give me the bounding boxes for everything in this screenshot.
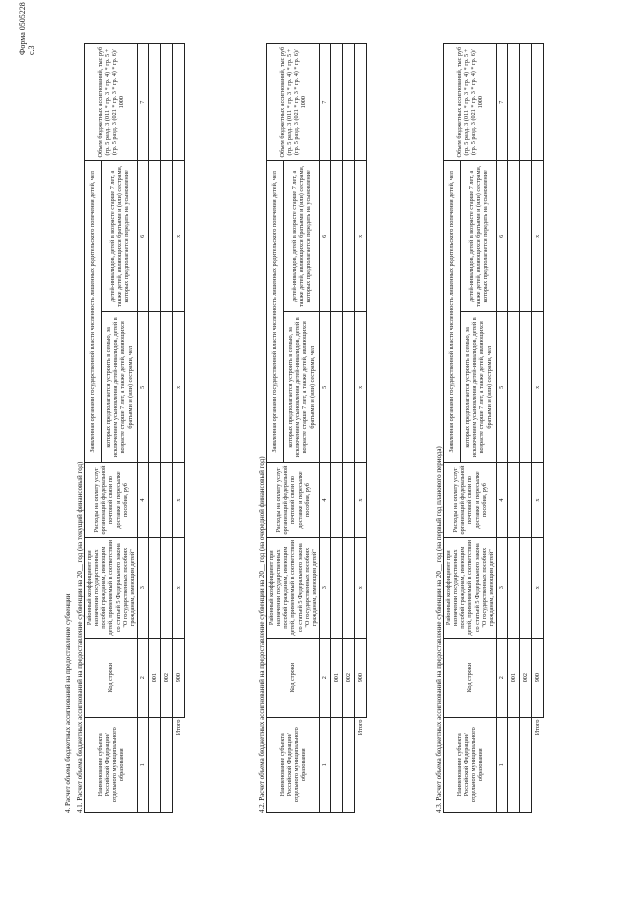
col-number: 4 bbox=[137, 463, 148, 537]
col-number: 5 bbox=[137, 312, 148, 463]
subsection-title-4-2: 4.2. Расчет объема бюджетных ассигнований на предоставление субвенции на 20__ год (на очередной финансовый год) bbox=[258, 456, 266, 813]
total-code: 900 bbox=[354, 638, 366, 717]
cell-x: x bbox=[172, 312, 184, 463]
cell bbox=[519, 312, 531, 463]
total-row bbox=[172, 44, 184, 813]
header-budget-volume: Объем бюджетных ассигнований, тыс руб (гр. 5 разд. 3 (011 * гр. 3 * гр. 4) * гр. 5 + (гр. 5 разд. 3 (021 * гр. 3 * гр. 4) * гр. 6)/ 1000 bbox=[85, 44, 138, 161]
header-family-placement: которых предполагается устроить в семью, за исключением усыновления детей-инвалидов, детей в возрасте старше 7 лет, а также детей, являющихся братьями и (или) сестрами, чел bbox=[461, 312, 497, 463]
cell-code: 002 bbox=[342, 638, 354, 717]
table-row bbox=[342, 44, 354, 813]
col-number: 5 bbox=[319, 312, 330, 463]
header-adoption: детей-инвалидов, детей в возрасте старше 7 лет, а также детей, являющихся братьями и (или) сестрами, которых предполагается передать на усыновление bbox=[284, 161, 320, 312]
cell bbox=[148, 537, 160, 638]
col-number: 6 bbox=[137, 161, 148, 312]
budget-table-4-3 bbox=[443, 43, 544, 813]
cell-code: 001 bbox=[330, 638, 342, 717]
header-expenses: Расходы на оплату услуг организаций федеральной почтовой связи по доставке и пересылке пособия, руб bbox=[85, 463, 138, 537]
form-code: Форма 0505228 с.3 bbox=[18, 2, 36, 55]
cell bbox=[507, 537, 519, 638]
table-row bbox=[330, 44, 342, 813]
cell-x: x bbox=[531, 312, 543, 463]
cell-code: 001 bbox=[148, 638, 160, 717]
col-number: 3 bbox=[496, 537, 507, 638]
cell-code: 002 bbox=[160, 638, 172, 717]
total-label: Итого bbox=[531, 717, 543, 812]
cell bbox=[507, 463, 519, 537]
total-label: Итого bbox=[354, 717, 366, 812]
header-name: Наименование субъекта Российской Федерации/ отдельного муниципального образования bbox=[267, 717, 320, 812]
cell-name bbox=[342, 717, 354, 812]
col-number: 3 bbox=[137, 537, 148, 638]
cell-x: x bbox=[172, 463, 184, 537]
header-adoption: детей-инвалидов, детей в возрасте старше 7 лет, а также детей, являющихся братьями и (или) сестрами, которых предполагается передать на усыновление bbox=[461, 161, 497, 312]
col-number: 2 bbox=[137, 638, 148, 717]
col-number: 4 bbox=[496, 463, 507, 537]
table-header-row bbox=[444, 44, 461, 813]
cell bbox=[519, 161, 531, 312]
col-number: 6 bbox=[319, 161, 330, 312]
cell bbox=[519, 463, 531, 537]
col-number: 2 bbox=[496, 638, 507, 717]
cell-x: x bbox=[354, 537, 366, 638]
col-number: 3 bbox=[319, 537, 330, 638]
cell-x: x bbox=[354, 463, 366, 537]
col-number: 1 bbox=[496, 717, 507, 812]
cell bbox=[160, 537, 172, 638]
header-children-count: Заявленная органами государственной власти численность лишенных родительского попечения детей, чел bbox=[267, 161, 284, 463]
budget-table-4-1 bbox=[84, 43, 185, 813]
cell bbox=[330, 463, 342, 537]
header-coefficient: Районный коэффициент при назначении государственных пособий гражданам, имеющим детей, применяемый в соответствии со статьей 5 Федерального закона "О государственных пособиях гражданам, имеющим детей" bbox=[85, 537, 138, 638]
cell-x: x bbox=[172, 537, 184, 638]
cell-x: x bbox=[354, 312, 366, 463]
total-row bbox=[531, 44, 543, 813]
cell bbox=[507, 44, 519, 161]
cell bbox=[342, 312, 354, 463]
cell-name bbox=[160, 717, 172, 812]
table-row bbox=[160, 44, 172, 813]
cell-name bbox=[330, 717, 342, 812]
cell bbox=[507, 161, 519, 312]
cell-x: x bbox=[531, 463, 543, 537]
col-number: 7 bbox=[496, 44, 507, 161]
header-code: Код строки bbox=[267, 638, 320, 717]
cell bbox=[507, 312, 519, 463]
header-code: Код строки bbox=[85, 638, 138, 717]
budget-table-4-2 bbox=[266, 43, 367, 813]
cell-code: 001 bbox=[507, 638, 519, 717]
table-row bbox=[507, 44, 519, 813]
col-number: 5 bbox=[496, 312, 507, 463]
header-name: Наименование субъекта Российской Федерации/ отдельного муниципального образования bbox=[444, 717, 497, 812]
header-budget-volume: Объем бюджетных ассигнований, тыс руб (гр. 5 разд. 3 (011 * гр. 3 * гр. 4) * гр. 5 + (гр. 5 разд. 3 (021 * гр. 3 * гр. 4) * гр. 6)/ 1000 bbox=[267, 44, 320, 161]
cell-x: x bbox=[531, 537, 543, 638]
column-number-row bbox=[137, 44, 148, 813]
column-number-row bbox=[319, 44, 330, 813]
header-adoption: детей-инвалидов, детей в возрасте старше 7 лет, а также детей, являющихся братьями и (или) сестрами, которых предполагается передать на усыновление bbox=[102, 161, 138, 312]
column-number-row bbox=[496, 44, 507, 813]
cell bbox=[531, 44, 543, 161]
cell-x: x bbox=[172, 161, 184, 312]
subsection-title-4-1: 4.1. Расчет объема бюджетных ассигнований на предоставление субвенции на 20__ год (на текущий финансовый год) bbox=[76, 461, 84, 813]
cell bbox=[342, 463, 354, 537]
cell bbox=[519, 537, 531, 638]
col-number: 7 bbox=[319, 44, 330, 161]
cell bbox=[342, 44, 354, 161]
total-code: 900 bbox=[172, 638, 184, 717]
cell bbox=[160, 463, 172, 537]
table-header-row bbox=[85, 44, 102, 813]
table-header-row bbox=[267, 44, 284, 813]
header-expenses: Расходы на оплату услуг организаций федеральной почтовой связи по доставке и пересылке пособия, руб bbox=[267, 463, 320, 537]
header-budget-volume: Объем бюджетных ассигнований, тыс руб (гр. 5 разд. 3 (011 * гр. 3 * гр. 4) * гр. 5 + (гр. 5 разд. 3 (021 * гр. 3 * гр. 4) * гр. 6)/ 1000 bbox=[444, 44, 497, 161]
total-code: 900 bbox=[531, 638, 543, 717]
header-name: Наименование субъекта Российской Федерации/ отдельного муниципального образования bbox=[85, 717, 138, 812]
cell bbox=[519, 44, 531, 161]
header-family-placement: которых предполагается устроить в семью, за исключением усыновления детей-инвалидов, детей в возрасте старше 7 лет, а также детей, являющихся братьями и (или) сестрами, чел bbox=[102, 312, 138, 463]
cell-name bbox=[148, 717, 160, 812]
cell bbox=[160, 312, 172, 463]
header-coefficient: Районный коэффициент при назначении государственных пособий гражданам, имеющим детей, применяемый в соответствии со статьей 5 Федерального закона "О государственных пособиях гражданам, имеющим детей" bbox=[444, 537, 497, 638]
cell bbox=[148, 161, 160, 312]
col-number: 7 bbox=[137, 44, 148, 161]
header-family-placement: которых предполагается устроить в семью, за исключением усыновления детей-инвалидов, детей в возрасте старше 7 лет, а также детей, являющихся братьями и (или) сестрами, чел bbox=[284, 312, 320, 463]
cell bbox=[342, 161, 354, 312]
cell bbox=[160, 44, 172, 161]
header-coefficient: Районный коэффициент при назначении государственных пособий гражданам, имеющим детей, применяемый в соответствии со статьей 5 Федерального закона "О государственных пособиях гражданам, имеющим детей" bbox=[267, 537, 320, 638]
cell-code: 002 bbox=[519, 638, 531, 717]
total-label: Итого bbox=[172, 717, 184, 812]
col-number: 6 bbox=[496, 161, 507, 312]
header-children-count: Заявленная органами государственной власти численность лишенных родительского попечения детей, чел bbox=[444, 161, 461, 463]
cell bbox=[160, 161, 172, 312]
section-title: 4. Расчет объема бюджетных ассигнований на предоставление субвенции bbox=[64, 593, 72, 813]
cell bbox=[342, 537, 354, 638]
table-row bbox=[148, 44, 160, 813]
cell bbox=[354, 44, 366, 161]
col-number: 1 bbox=[319, 717, 330, 812]
cell bbox=[172, 44, 184, 161]
cell-name bbox=[507, 717, 519, 812]
cell-x: x bbox=[531, 161, 543, 312]
cell bbox=[330, 44, 342, 161]
header-code: Код строки bbox=[444, 638, 497, 717]
cell-x: x bbox=[354, 161, 366, 312]
cell bbox=[330, 161, 342, 312]
col-number: 2 bbox=[319, 638, 330, 717]
cell bbox=[148, 463, 160, 537]
total-row bbox=[354, 44, 366, 813]
col-number: 1 bbox=[137, 717, 148, 812]
subsection-title-4-3: 4.3. Расчет объема бюджетных ассигнований на предоставление субвенции на 20__ год (на первый год планового периода) bbox=[435, 446, 443, 813]
table-row bbox=[519, 44, 531, 813]
cell bbox=[148, 44, 160, 161]
col-number: 4 bbox=[319, 463, 330, 537]
cell-name bbox=[519, 717, 531, 812]
cell bbox=[330, 312, 342, 463]
header-children-count: Заявленная органами государственной власти численность лишенных родительского попечения детей, чел bbox=[85, 161, 102, 463]
cell bbox=[330, 537, 342, 638]
cell bbox=[148, 312, 160, 463]
header-expenses: Расходы на оплату услуг организаций федеральной почтовой связи по доставке и пересылке пособия, руб bbox=[444, 463, 497, 537]
